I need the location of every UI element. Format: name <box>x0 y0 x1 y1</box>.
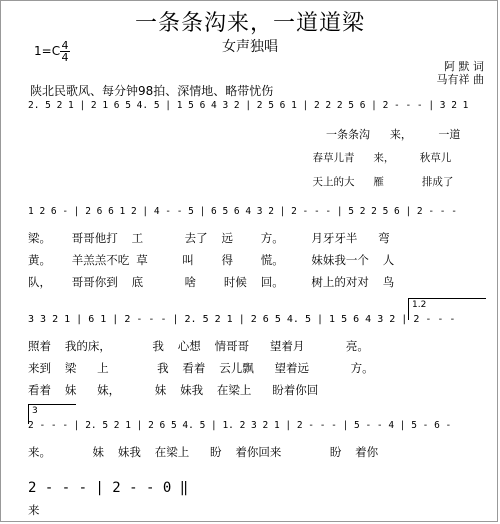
time-signature <box>60 40 70 63</box>
meter-top: 4 <box>61 39 69 52</box>
style-note: 陕北民歌风、每分钟98拍、深情地、略带忧伤 <box>30 84 274 98</box>
lyric-line-2-verse-3: 队， 哥哥你到 底 啥 时候 回。 树上的对对 鸟 <box>28 275 395 289</box>
song-subtitle: 女声独唱 <box>222 39 278 55</box>
lyric-line-4: 来。 妹 妹我 在梁上 盼 着你回来 盼 着你 <box>28 445 379 459</box>
lyric-line-2-verse-1: 梁。 哥哥他打 工 去了 远 方。 月牙牙半 弯 <box>28 231 390 245</box>
lyric-line-1-verse-3: 天上的大 雁 排成了 <box>28 176 454 188</box>
lyric-line-3-verse-1: 照着 我的床， 我 心想 情哥哥 望着月 亮。 <box>28 339 369 353</box>
lyricist-credit: 阿 默 词 <box>444 60 484 73</box>
song-title: 一条条沟来，一道道梁 <box>134 11 365 36</box>
lyric-line-1-verse-1: 一条条沟 来， 一道 <box>28 128 461 141</box>
lyric-line-3-verse-2: 来到 梁 上 我 看着 云儿飘 望着远 方。 <box>28 361 374 375</box>
notation-line-5: 2 - - - | 2 - - 0 ‖ <box>28 480 189 496</box>
composer-credit: 马有祥 曲 <box>436 73 484 86</box>
notation-line-1: 2. 5 2 1 | 2 1 6 5 4. 5 | 1 5 6 4 3 2 | 2 5 6 1 | 2 2 2 5 6 | 2 - - - | 3 2 1 <box>28 100 469 111</box>
key-signature: 1=C <box>34 44 61 58</box>
volta-3: 3 <box>28 404 76 424</box>
volta-1-2: 1.2 <box>408 298 486 320</box>
lyric-line-2-verse-2: 黄。 羊羔羔不吃 草 叫 得 慌。 妹妹我一个 人 <box>28 253 395 267</box>
lyric-line-1-verse-2: 春草儿青 来， 秋草儿 <box>28 152 452 164</box>
notation-line-4: 2 - - - | 2. 5 2 1 | 2 6 5 4. 5 | 1. 2 3 2 1 | 2 - - - | 5 - - 4 | 5 - 6 - <box>28 420 452 431</box>
lyric-line-3-verse-3: 看着 妹 妹， 妹 妹我 在梁上 盼着你回 <box>28 383 319 397</box>
lyric-line-5: 来 <box>28 503 40 517</box>
notation-line-3: 3 3 2 1 | 6 1 | 2 - - - | 2. 5 2 1 | 2 6 5 4. 5 | 1 5 6 4 3 2 | 2 - - - <box>28 314 456 325</box>
notation-line-2: 1 2 6 - | 2 6 6 1 2 | 4 - - 5 | 6 5 6 4 3 2 | 2 - - - | 5 2 2 5 6 | 2 - - - <box>28 206 457 217</box>
meter-bottom: 4 <box>61 51 69 64</box>
